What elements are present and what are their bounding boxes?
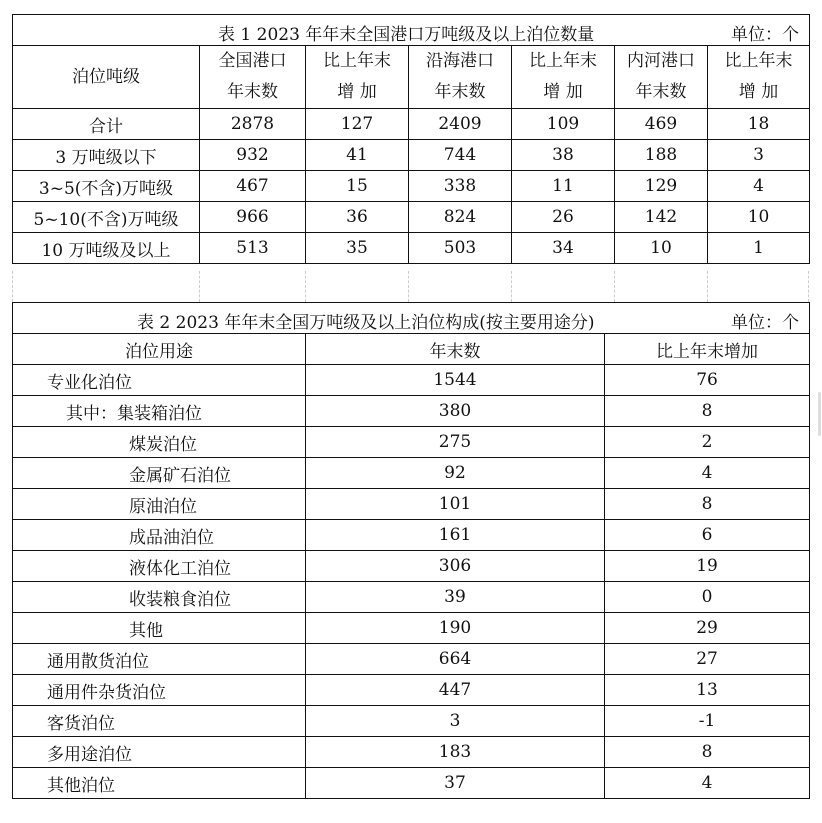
value-cell: 127 xyxy=(306,109,409,140)
value-cell: 92 xyxy=(306,458,605,489)
value-cell: 36 xyxy=(306,202,409,233)
header-label: 内河港口 xyxy=(627,51,695,71)
value-cell: 41 xyxy=(306,140,409,171)
table-row xyxy=(13,396,810,427)
header-label: 泊位吨级 xyxy=(72,66,140,87)
value-cell: 129 xyxy=(615,171,708,202)
table2-header-cell: 比上年末增加 xyxy=(605,334,810,365)
tonnage-label-cell: 10 万吨级及以上 xyxy=(13,233,200,264)
value-cell: 3 xyxy=(708,140,810,171)
berth-usage-table xyxy=(12,302,810,799)
header-label: 增 加 xyxy=(543,82,583,102)
table-row xyxy=(13,644,810,675)
usage-label-cell: 多用途泊位 xyxy=(13,737,306,768)
header-label: 增 加 xyxy=(337,82,377,102)
value-cell: 513 xyxy=(200,233,306,264)
table1-header-cell xyxy=(512,46,615,109)
value-cell: 76 xyxy=(605,365,810,396)
value-cell: 161 xyxy=(306,520,605,551)
usage-label-cell: 其中：集装箱泊位 xyxy=(13,396,306,427)
header-label: 比上年末 xyxy=(724,51,793,71)
table2-header-row xyxy=(13,334,810,365)
table-row xyxy=(13,458,810,489)
value-cell: 19 xyxy=(605,551,810,582)
value-cell: 2409 xyxy=(409,109,512,140)
value-cell: 26 xyxy=(512,202,615,233)
table1-header-row xyxy=(13,46,810,109)
value-cell: 11 xyxy=(512,171,615,202)
usage-label-cell: 煤炭泊位 xyxy=(13,427,306,458)
value-cell: 8 xyxy=(605,489,810,520)
value-cell: 8 xyxy=(605,396,810,427)
value-cell: 190 xyxy=(306,613,605,644)
value-cell: -1 xyxy=(605,706,810,737)
header-label: 增 加 xyxy=(738,82,779,102)
value-cell: 142 xyxy=(615,202,708,233)
table-row xyxy=(13,140,810,171)
table1-unit: 单位：个 xyxy=(731,25,800,45)
value-cell: 15 xyxy=(306,171,409,202)
tonnage-label-cell: 3 万吨级以下 xyxy=(13,140,200,171)
table-row xyxy=(13,233,810,264)
value-cell: 932 xyxy=(200,140,306,171)
table1-header-cell xyxy=(409,46,512,109)
value-cell: 188 xyxy=(615,140,708,171)
table-row xyxy=(13,365,810,396)
value-cell: 4 xyxy=(605,768,810,799)
value-cell: 10 xyxy=(708,202,810,233)
scrollbar-thumb[interactable] xyxy=(818,392,821,436)
tonnage-label-cell: 合计 xyxy=(13,109,200,140)
table1-header-cell xyxy=(306,46,409,109)
usage-label-cell: 通用散货泊位 xyxy=(13,644,306,675)
value-cell: 101 xyxy=(306,489,605,520)
table-row xyxy=(13,427,810,458)
usage-label-cell: 通用件杂货泊位 xyxy=(13,675,306,706)
usage-label-cell: 液体化工泊位 xyxy=(13,551,306,582)
value-cell: 10 xyxy=(615,233,708,264)
table1-caption: 表 1 2023 年年末全国港口万吨级及以上泊位数量 xyxy=(218,25,595,45)
header-label: 比上年末 xyxy=(323,51,391,71)
value-cell: 8 xyxy=(605,737,810,768)
value-cell: 824 xyxy=(409,202,512,233)
value-cell: 1544 xyxy=(306,365,605,396)
value-cell: 503 xyxy=(409,233,512,264)
value-cell: 29 xyxy=(605,613,810,644)
table-row xyxy=(13,171,810,202)
value-cell: 109 xyxy=(512,109,615,140)
value-cell: 380 xyxy=(306,396,605,427)
value-cell: 1 xyxy=(708,233,810,264)
table1-header-cell xyxy=(200,46,306,109)
table2-title-row xyxy=(13,303,810,334)
value-cell: 4 xyxy=(708,171,810,202)
value-cell: 664 xyxy=(306,644,605,675)
tonnage-label-cell: 3~5(不含)万吨级 xyxy=(13,171,200,202)
value-cell: 467 xyxy=(200,171,306,202)
value-cell: 6 xyxy=(605,520,810,551)
value-cell: 27 xyxy=(605,644,810,675)
header-label: 年末数 xyxy=(635,82,687,102)
table-row xyxy=(13,109,810,140)
value-cell: 13 xyxy=(605,675,810,706)
value-cell: 183 xyxy=(306,737,605,768)
value-cell: 38 xyxy=(512,140,615,171)
table2-unit: 单位：个 xyxy=(731,313,800,333)
usage-label-cell: 其他泊位 xyxy=(13,768,306,799)
header-label: 年末数 xyxy=(227,82,278,102)
usage-label-cell: 成品油泊位 xyxy=(13,520,306,551)
tonnage-label-cell: 5~10(不含)万吨级 xyxy=(13,202,200,233)
table-gap xyxy=(12,271,809,302)
usage-label-cell: 金属矿石泊位 xyxy=(13,458,306,489)
table2-header-cell: 年末数 xyxy=(306,334,605,365)
table1-header-cell xyxy=(615,46,708,109)
value-cell: 2 xyxy=(605,427,810,458)
value-cell: 306 xyxy=(306,551,605,582)
header-label: 比上年末 xyxy=(529,51,597,71)
usage-label-cell: 原油泊位 xyxy=(13,489,306,520)
table1-header-cell xyxy=(708,46,810,109)
table-row xyxy=(13,613,810,644)
value-cell: 275 xyxy=(306,427,605,458)
table-row xyxy=(13,520,810,551)
value-cell: 966 xyxy=(200,202,306,233)
value-cell: 18 xyxy=(708,109,810,140)
usage-label-cell: 客货泊位 xyxy=(13,706,306,737)
table-row xyxy=(13,551,810,582)
value-cell: 39 xyxy=(306,582,605,613)
table-row xyxy=(13,489,810,520)
header-label: 全国港口 xyxy=(218,51,287,71)
value-cell: 37 xyxy=(306,768,605,799)
table-row xyxy=(13,768,810,799)
table1-header-cell xyxy=(13,46,200,109)
usage-label-cell: 其他 xyxy=(13,613,306,644)
usage-label-cell: 收装粮食泊位 xyxy=(13,582,306,613)
value-cell: 2878 xyxy=(200,109,306,140)
value-cell: 0 xyxy=(605,582,810,613)
header-label: 年末数 xyxy=(434,82,486,102)
value-cell: 34 xyxy=(512,233,615,264)
table-row xyxy=(13,706,810,737)
value-cell: 744 xyxy=(409,140,512,171)
value-cell: 4 xyxy=(605,458,810,489)
berth-tonnage-table xyxy=(12,14,810,264)
table2-caption: 表 2 2023 年年末全国万吨级及以上泊位构成(按主要用途分) xyxy=(137,313,595,333)
value-cell: 35 xyxy=(306,233,409,264)
value-cell: 3 xyxy=(306,706,605,737)
table-row xyxy=(13,582,810,613)
table2-header-cell: 泊位用途 xyxy=(13,334,306,365)
value-cell: 338 xyxy=(409,171,512,202)
table-row xyxy=(13,202,810,233)
table1-title-row xyxy=(13,15,810,46)
table-row xyxy=(13,737,810,768)
value-cell: 447 xyxy=(306,675,605,706)
header-label: 沿海港口 xyxy=(426,51,494,71)
value-cell: 469 xyxy=(615,109,708,140)
usage-label-cell: 专业化泊位 xyxy=(13,365,306,396)
table-row xyxy=(13,675,810,706)
